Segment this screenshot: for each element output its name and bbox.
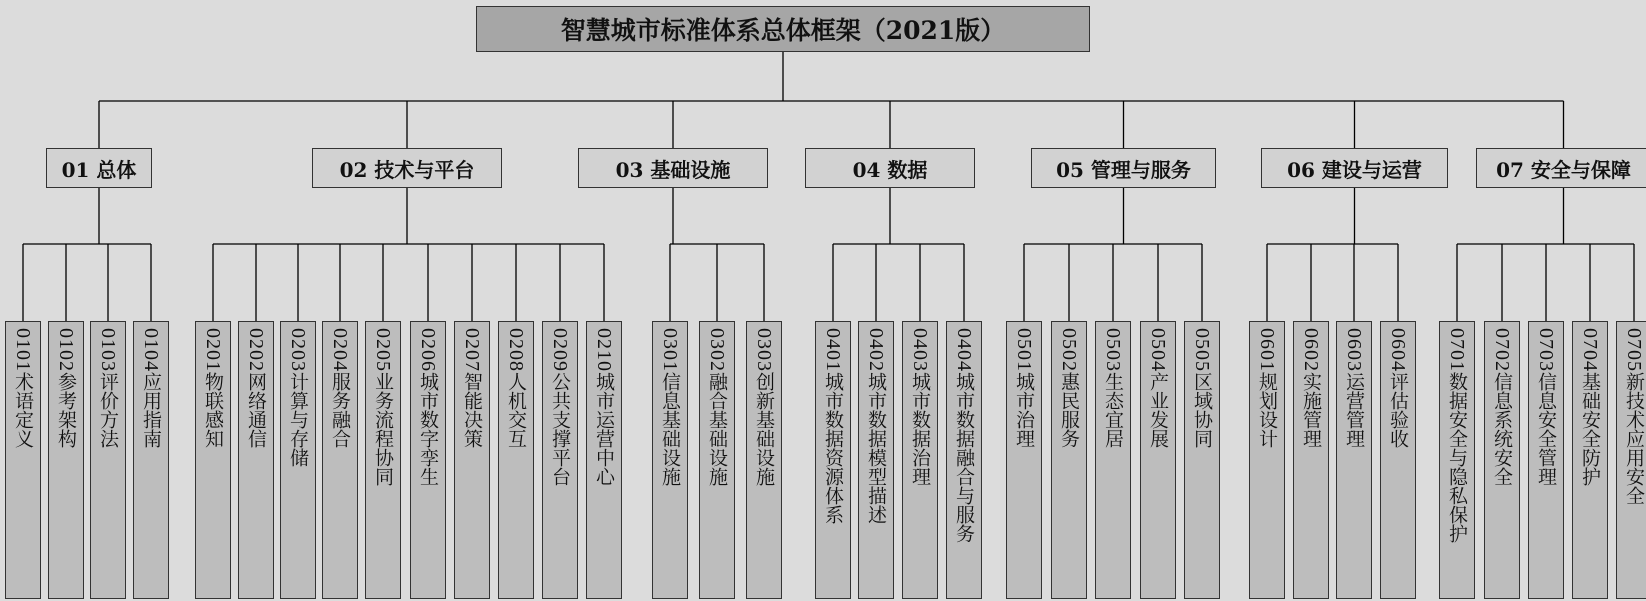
- category-box: 02 技术与平台: [312, 148, 502, 188]
- standard-item-label: 城市治理: [1013, 372, 1035, 448]
- standard-item-label: 网络通信: [245, 372, 267, 448]
- standard-item-label: 物联感知: [202, 372, 224, 448]
- standard-item-code: 0209: [549, 328, 571, 372]
- standard-item-box: [454, 321, 490, 599]
- standard-item-code: 0303: [753, 328, 775, 372]
- standard-item-label: 产业发展: [1147, 372, 1169, 448]
- standard-item-box: [5, 321, 41, 599]
- standard-item-code: 0402: [865, 328, 887, 372]
- standard-item-label: 信息基础设施: [659, 372, 681, 486]
- standard-item-code: 0503: [1102, 328, 1124, 372]
- standard-item-code: 0204: [329, 328, 351, 372]
- standard-item-box: [1184, 321, 1220, 599]
- standard-item-label: 区域协同: [1191, 372, 1213, 448]
- category-box: 05 管理与服务: [1031, 148, 1216, 188]
- standard-item-code: 0601: [1256, 328, 1278, 372]
- standard-item-code: 0403: [909, 328, 931, 372]
- standard-item-code: 0603: [1343, 328, 1365, 372]
- standard-item-label: 城市数据资源体系: [822, 372, 844, 524]
- standard-item-label: 评价方法: [97, 372, 119, 448]
- standard-item-label: 运营管理: [1343, 372, 1365, 448]
- standard-item-code: 0202: [245, 328, 267, 372]
- diagram-title: 智慧城市标准体系总体框架（2021版）: [476, 6, 1090, 52]
- standard-item-code: 0207: [461, 328, 483, 372]
- standard-item-code: 0103: [97, 328, 119, 372]
- standard-item-box: [586, 321, 622, 599]
- standard-item-code: 0205: [372, 328, 394, 372]
- standard-item-label: 服务融合: [329, 372, 351, 448]
- standard-item-label: 城市数字孪生: [417, 372, 439, 486]
- standard-item-box: [498, 321, 534, 599]
- standard-item-code: 0404: [953, 328, 975, 372]
- standard-item-code: 0208: [505, 328, 527, 372]
- standard-item-box: [1293, 321, 1329, 599]
- standard-item-label: 人机交互: [505, 372, 527, 448]
- standard-item-box: [280, 321, 316, 599]
- standard-item-code: 0505: [1191, 328, 1213, 372]
- standard-item-box: [133, 321, 169, 599]
- standard-item-box: [238, 321, 274, 599]
- standard-item-label: 新技术应用安全: [1623, 372, 1645, 505]
- standard-item-box: [1140, 321, 1176, 599]
- standard-item-code: 0701: [1446, 328, 1468, 372]
- standard-item-label: 城市运营中心: [593, 372, 615, 486]
- standard-item-box: [1336, 321, 1372, 599]
- standard-item-code: 0502: [1058, 328, 1080, 372]
- standard-item-label: 惠民服务: [1058, 372, 1080, 448]
- standard-item-label: 应用指南: [140, 372, 162, 448]
- category-box: 06 建设与运营: [1261, 148, 1448, 188]
- standard-item-code: 0604: [1387, 328, 1409, 372]
- standard-item-box: [48, 321, 84, 599]
- standard-item-code: 0102: [55, 328, 77, 372]
- standard-item-box: [322, 321, 358, 599]
- standard-item-label: 城市数据治理: [909, 372, 931, 486]
- standard-item-label: 信息系统安全: [1491, 372, 1513, 486]
- standard-item-code: 0703: [1535, 328, 1557, 372]
- standard-item-box: [858, 321, 894, 599]
- standard-item-label: 城市数据模型描述: [865, 372, 887, 524]
- standard-item-code: 0704: [1579, 328, 1601, 372]
- standard-item-code: 0501: [1013, 328, 1035, 372]
- standard-item-label: 基础安全防护: [1579, 372, 1601, 486]
- standard-item-box: [946, 321, 982, 599]
- category-box: 07 安全与保障: [1476, 148, 1646, 188]
- standard-item-code: 0203: [287, 328, 309, 372]
- standard-item-box: [746, 321, 782, 599]
- standard-item-label: 创新基础设施: [753, 372, 775, 486]
- standard-item-code: 0705: [1623, 328, 1645, 372]
- standard-item-box: [699, 321, 735, 599]
- standard-item-box: [1006, 321, 1042, 599]
- standard-item-box: [815, 321, 851, 599]
- standard-item-label: 智能决策: [461, 372, 483, 448]
- standard-item-label: 城市数据融合与服务: [953, 372, 975, 543]
- standard-item-box: [1095, 321, 1131, 599]
- standard-item-label: 数据安全与隐私保护: [1446, 372, 1468, 543]
- category-box: 04 数据: [805, 148, 975, 188]
- standard-item-code: 0104: [140, 328, 162, 372]
- standard-item-label: 规划设计: [1256, 372, 1278, 448]
- standard-item-label: 融合基础设施: [706, 372, 728, 486]
- standard-item-box: [1484, 321, 1520, 599]
- standard-item-label: 信息安全管理: [1535, 372, 1557, 486]
- standard-item-box: [90, 321, 126, 599]
- standard-item-label: 公共支撑平台: [549, 372, 571, 486]
- standard-item-code: 0702: [1491, 328, 1513, 372]
- standard-item-label: 术语定义: [12, 372, 34, 448]
- standard-item-box: [1249, 321, 1285, 599]
- standard-item-label: 实施管理: [1300, 372, 1322, 448]
- standard-item-label: 计算与存储: [287, 372, 309, 467]
- standard-item-label: 生态宜居: [1102, 372, 1124, 448]
- category-box: 03 基础设施: [578, 148, 768, 188]
- standard-item-label: 评估验收: [1387, 372, 1409, 448]
- standard-item-box: [1439, 321, 1475, 599]
- standard-item-code: 0401: [822, 328, 844, 372]
- standard-item-box: [1572, 321, 1608, 599]
- standard-item-code: 0602: [1300, 328, 1322, 372]
- standard-item-code: 0201: [202, 328, 224, 372]
- standard-item-box: [902, 321, 938, 599]
- standard-item-code: 0302: [706, 328, 728, 372]
- standard-item-box: [652, 321, 688, 599]
- category-box: 01 总体: [46, 148, 152, 188]
- standard-item-code: 0301: [659, 328, 681, 372]
- standard-item-box: [1051, 321, 1087, 599]
- standard-item-box: [410, 321, 446, 599]
- standard-item-code: 0504: [1147, 328, 1169, 372]
- standard-item-label: 业务流程协同: [372, 372, 394, 486]
- standard-item-box: [542, 321, 578, 599]
- standard-item-code: 0210: [593, 328, 615, 372]
- standard-item-label: 参考架构: [55, 372, 77, 448]
- standard-item-box: [1616, 321, 1646, 599]
- standard-item-box: [1380, 321, 1416, 599]
- standard-item-box: [195, 321, 231, 599]
- standard-item-code: 0101: [12, 328, 34, 372]
- standard-item-box: [1528, 321, 1564, 599]
- standard-item-box: [365, 321, 401, 599]
- standard-item-code: 0206: [417, 328, 439, 372]
